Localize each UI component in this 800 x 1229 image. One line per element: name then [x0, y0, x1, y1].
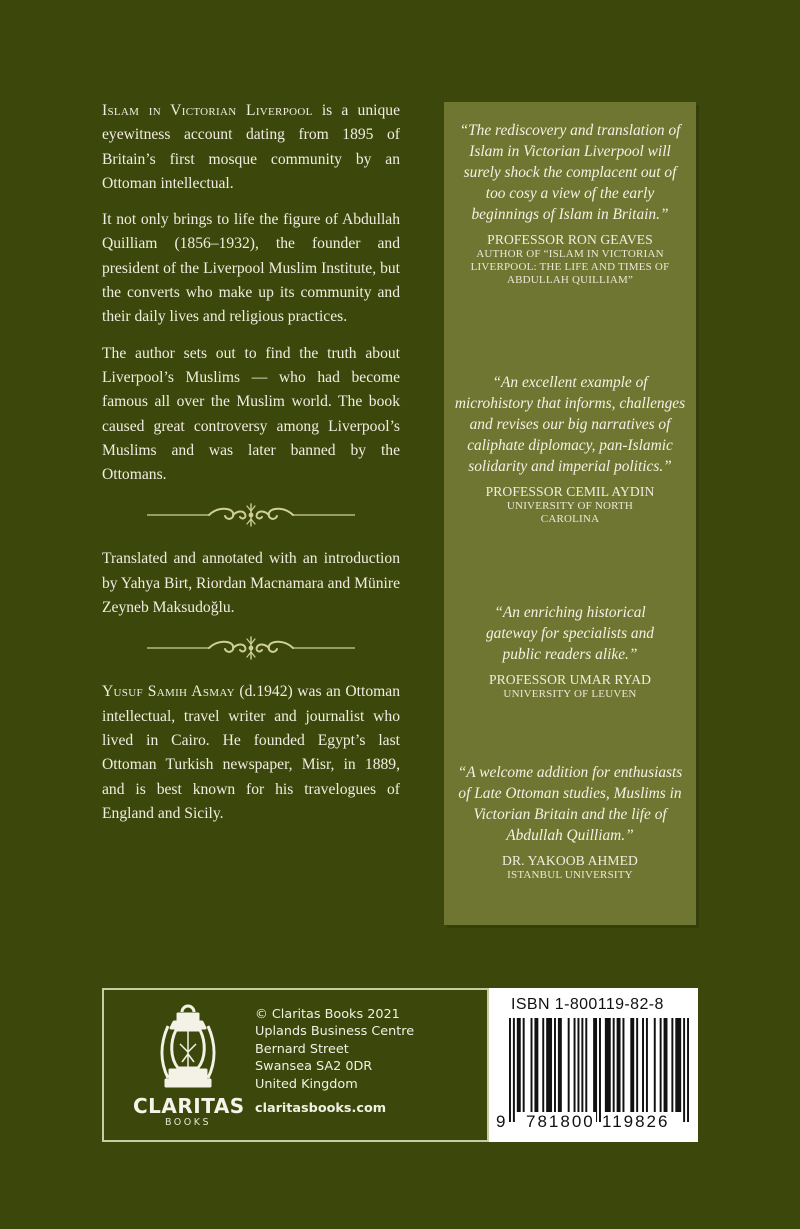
- address-line: Bernard Street: [255, 1041, 349, 1057]
- lantern-icon: [158, 1004, 218, 1088]
- website-link[interactable]: claritasbooks.com: [255, 1101, 387, 1117]
- ornament-divider-icon: [147, 501, 355, 529]
- author-bio-paragraph: Yusuf Samih Asmay (d.1942) was an Ottoman intellectual, travel writer and journalist who lived in Cairo. He founded Egypt’s last Ottoman Turkish newspaper, Misr, in 1889, and is best known for his travelogues of England and Sicily.: [102, 683, 400, 822]
- copyright-line: © Claritas Books 2021: [255, 1007, 400, 1022]
- logo-wordmark: CLARITAS: [133, 1094, 245, 1118]
- endorsement-aydin: [444, 372, 696, 526]
- quote-affiliation: UNIVERSITY OF NORTH CAROLINA: [506, 500, 634, 525]
- quote-author: PROFESSOR CEMIL AYDIN: [485, 484, 655, 499]
- ean-first-digit: 9: [496, 1112, 506, 1131]
- publisher-info-box: [102, 988, 696, 1142]
- endorsement-ryad: [444, 602, 696, 701]
- isbn-barcode: [487, 988, 698, 1142]
- endorsement-geaves: [444, 120, 696, 287]
- quote-affiliation: ISTANBUL UNIVERSITY: [507, 869, 633, 881]
- logo-subtitle: BOOKS: [164, 1117, 212, 1128]
- barcode-bars-icon: [509, 1018, 689, 1122]
- author-name: Yusuf Samih Asmay: [102, 683, 235, 701]
- publisher-logo: [133, 1004, 243, 1126]
- ornament-divider-icon: [147, 634, 355, 662]
- quote-text: “An excellent example of microhistory that informs, challenges and revises our big narratives of caliphate diplomacy, pan-Islamic solidarity and imperial politics.”: [454, 374, 686, 475]
- blurb-paragraph-quilliam: It not only brings to life the figure of Abdullah Quilliam (1856–1932), the founder and president of the Liverpool Muslim Institute, but the converts who make up its community and their daily lives and religious practices.: [102, 211, 400, 326]
- book-title: Islam in Victorian Liverpool: [102, 102, 313, 119]
- isbn-label: ISBN 1-800119-82-8: [511, 996, 664, 1013]
- quote-affiliation: UNIVERSITY OF LEUVEN: [503, 688, 637, 700]
- blurb-column: [102, 99, 400, 838]
- address-line: United Kingdom: [255, 1076, 358, 1092]
- translators-paragraph: Translated and annotated with an introduction by Yahya Birt, Riordan Macnamara and Münire Zeyneb Maksudoğlu.: [102, 550, 400, 617]
- blurb-paragraph-author-search: The author sets out to find the truth about Liverpool’s Muslims — who had become famous all over the Muslim world. The book caused great controversy among Liverpool’s Muslims and was later banned by the Ottomans.: [102, 344, 400, 484]
- address-line: Swansea SA2 0DR: [255, 1059, 373, 1075]
- quote-author: DR. YAKOOB AHMED: [502, 853, 638, 868]
- publisher-address: [255, 1006, 414, 1117]
- blurb-paragraph-intro: Islam in Victorian Liverpool is a unique eyewitness account dating from 1895 of Britain’s first mosque community by an Ottoman intellectual.: [102, 102, 400, 192]
- quote-text: “An enriching historical gateway for specialists and public readers alike.”: [485, 604, 654, 663]
- quote-author: PROFESSOR UMAR RYAD: [488, 672, 652, 687]
- quote-text: “The rediscovery and translation of Islam in Victorian Liverpool will surely shock the complacent out of too cosy a view of the early beginnings of Islam in Britain.”: [459, 122, 681, 223]
- endorsements-panel: [444, 102, 696, 925]
- ean-right-digits: 119826: [602, 1112, 670, 1131]
- ean-left-digits: 781800: [526, 1112, 595, 1131]
- address-line: Uplands Business Centre: [255, 1024, 415, 1040]
- quote-author: PROFESSOR RON GEAVES: [487, 232, 653, 247]
- quote-affiliation: AUTHOR OF “ISLAM IN VICTORIAN LIVERPOOL: THE LIFE AND TIMES OF ABDULLAH QUILLIAM”: [470, 248, 670, 286]
- endorsement-ahmed: [444, 762, 696, 882]
- ean-digits: [489, 1112, 700, 1136]
- quote-text: “A welcome addition for enthusiasts of Late Ottoman studies, Muslims in Victorian Britain and the life of Abdullah Quilliam.”: [457, 764, 683, 844]
